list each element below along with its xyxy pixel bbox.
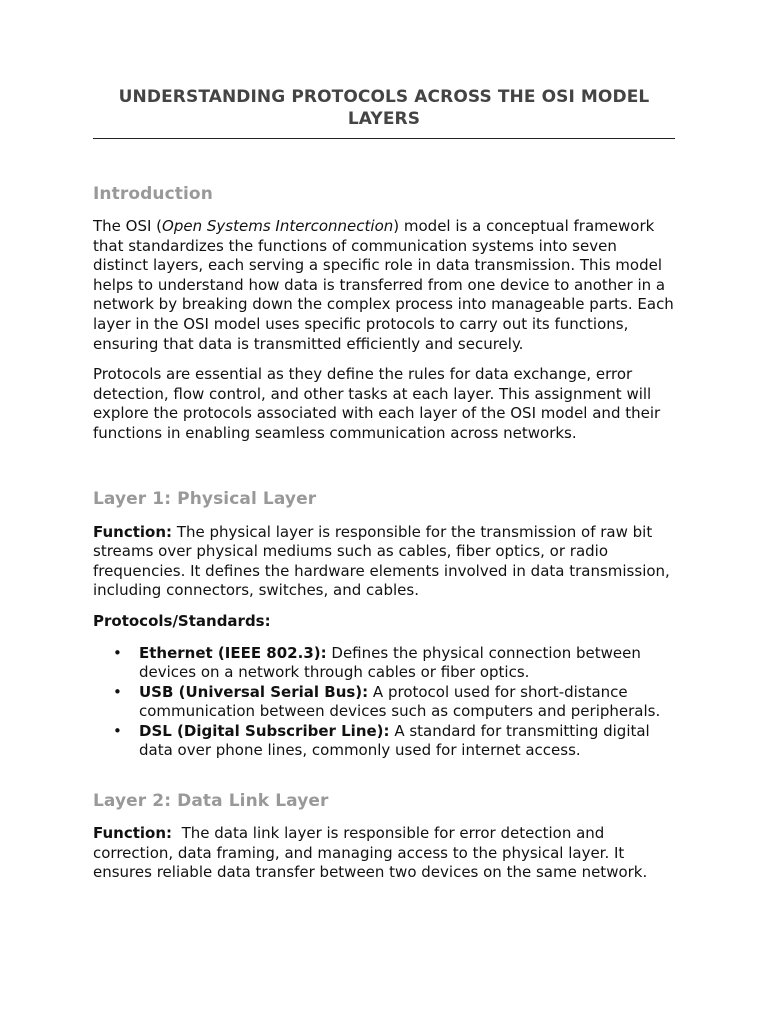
introduction-paragraph-1 [93,217,675,354]
list-item [93,644,675,683]
protocol-name: DSL (Digital Subscriber Line): [139,721,390,740]
intro-p1-prefix: The OSI ( [93,217,163,235]
layer1-function-paragraph [93,523,675,601]
layer2-function-label: Function: [93,824,173,843]
protocol-name: USB (Universal Serial Bus): [139,682,369,701]
introduction-heading: Introduction [93,184,213,204]
bullet-icon: • [113,682,122,701]
list-item [93,722,675,761]
bullet-icon: • [113,643,122,662]
layer2-heading: Layer 2: Data Link Layer [93,791,329,812]
protocol-description: A protocol used for short-distance communication between devices such as computers and peripherals. [139,682,661,721]
document-title: UNDERSTANDING PROTOCOLS ACROSS THE OSI MODEL LAYERS [118,87,650,129]
intro-p1-italic: Open Systems Interconnection [162,217,394,235]
layer1-function-text: The physical layer is responsible for the transmission of raw bit streams over physical mediums such as cables, fiber optics, or radio frequencies. It defines the hardware elements involved in data transmission, including connectors, switches, and cables. [93,522,670,600]
layer1-heading: Layer 1: Physical Layer [93,488,317,509]
introduction-paragraph-2: Protocols are essential as they define the rules for data exchange, error detection, flow control, and other tasks at each layer. This assignment will explore the protocols associated with each layer of the OSI model and their functions in enabling seamless communication across networks. [93,365,661,442]
title-divider [93,138,675,139]
layer2-function-paragraph [93,824,675,883]
layer2-function-text: The data link layer is responsible for error detection and correction, data framing, and managing access to the physical layer. It ensures reliable data transfer between two devices on the same network. [93,824,648,882]
protocol-description: A standard for transmitting digital data over phone lines, commonly used for internet access. [139,721,650,760]
bullet-icon: • [113,721,122,740]
layer1-protocols-label [93,612,675,632]
list-item [93,683,675,722]
document-page [93,0,675,883]
layer1-protocols-label-text: Protocols/Standards: [93,611,271,630]
protocol-name: Ethernet (IEEE 802.3): [139,643,327,662]
intro-p1-rest: ) model is a conceptual framework that standardizes the functions of communication systems into seven distinct layers, each serving a specific role in data transmission. This model helps to understand how data is transferred from one device to another in a network by breaking down the complex process into manageable parts. Each layer in the OSI model uses specific protocols to carry out its functions, ensuring that data is transmitted efficiently and securely. [93,217,674,353]
layer1-protocol-list [93,644,675,762]
layer1-function-label: Function: [93,522,173,541]
protocol-description: Defines the physical connection between devices on a network through cables or fiber optics. [139,643,641,682]
